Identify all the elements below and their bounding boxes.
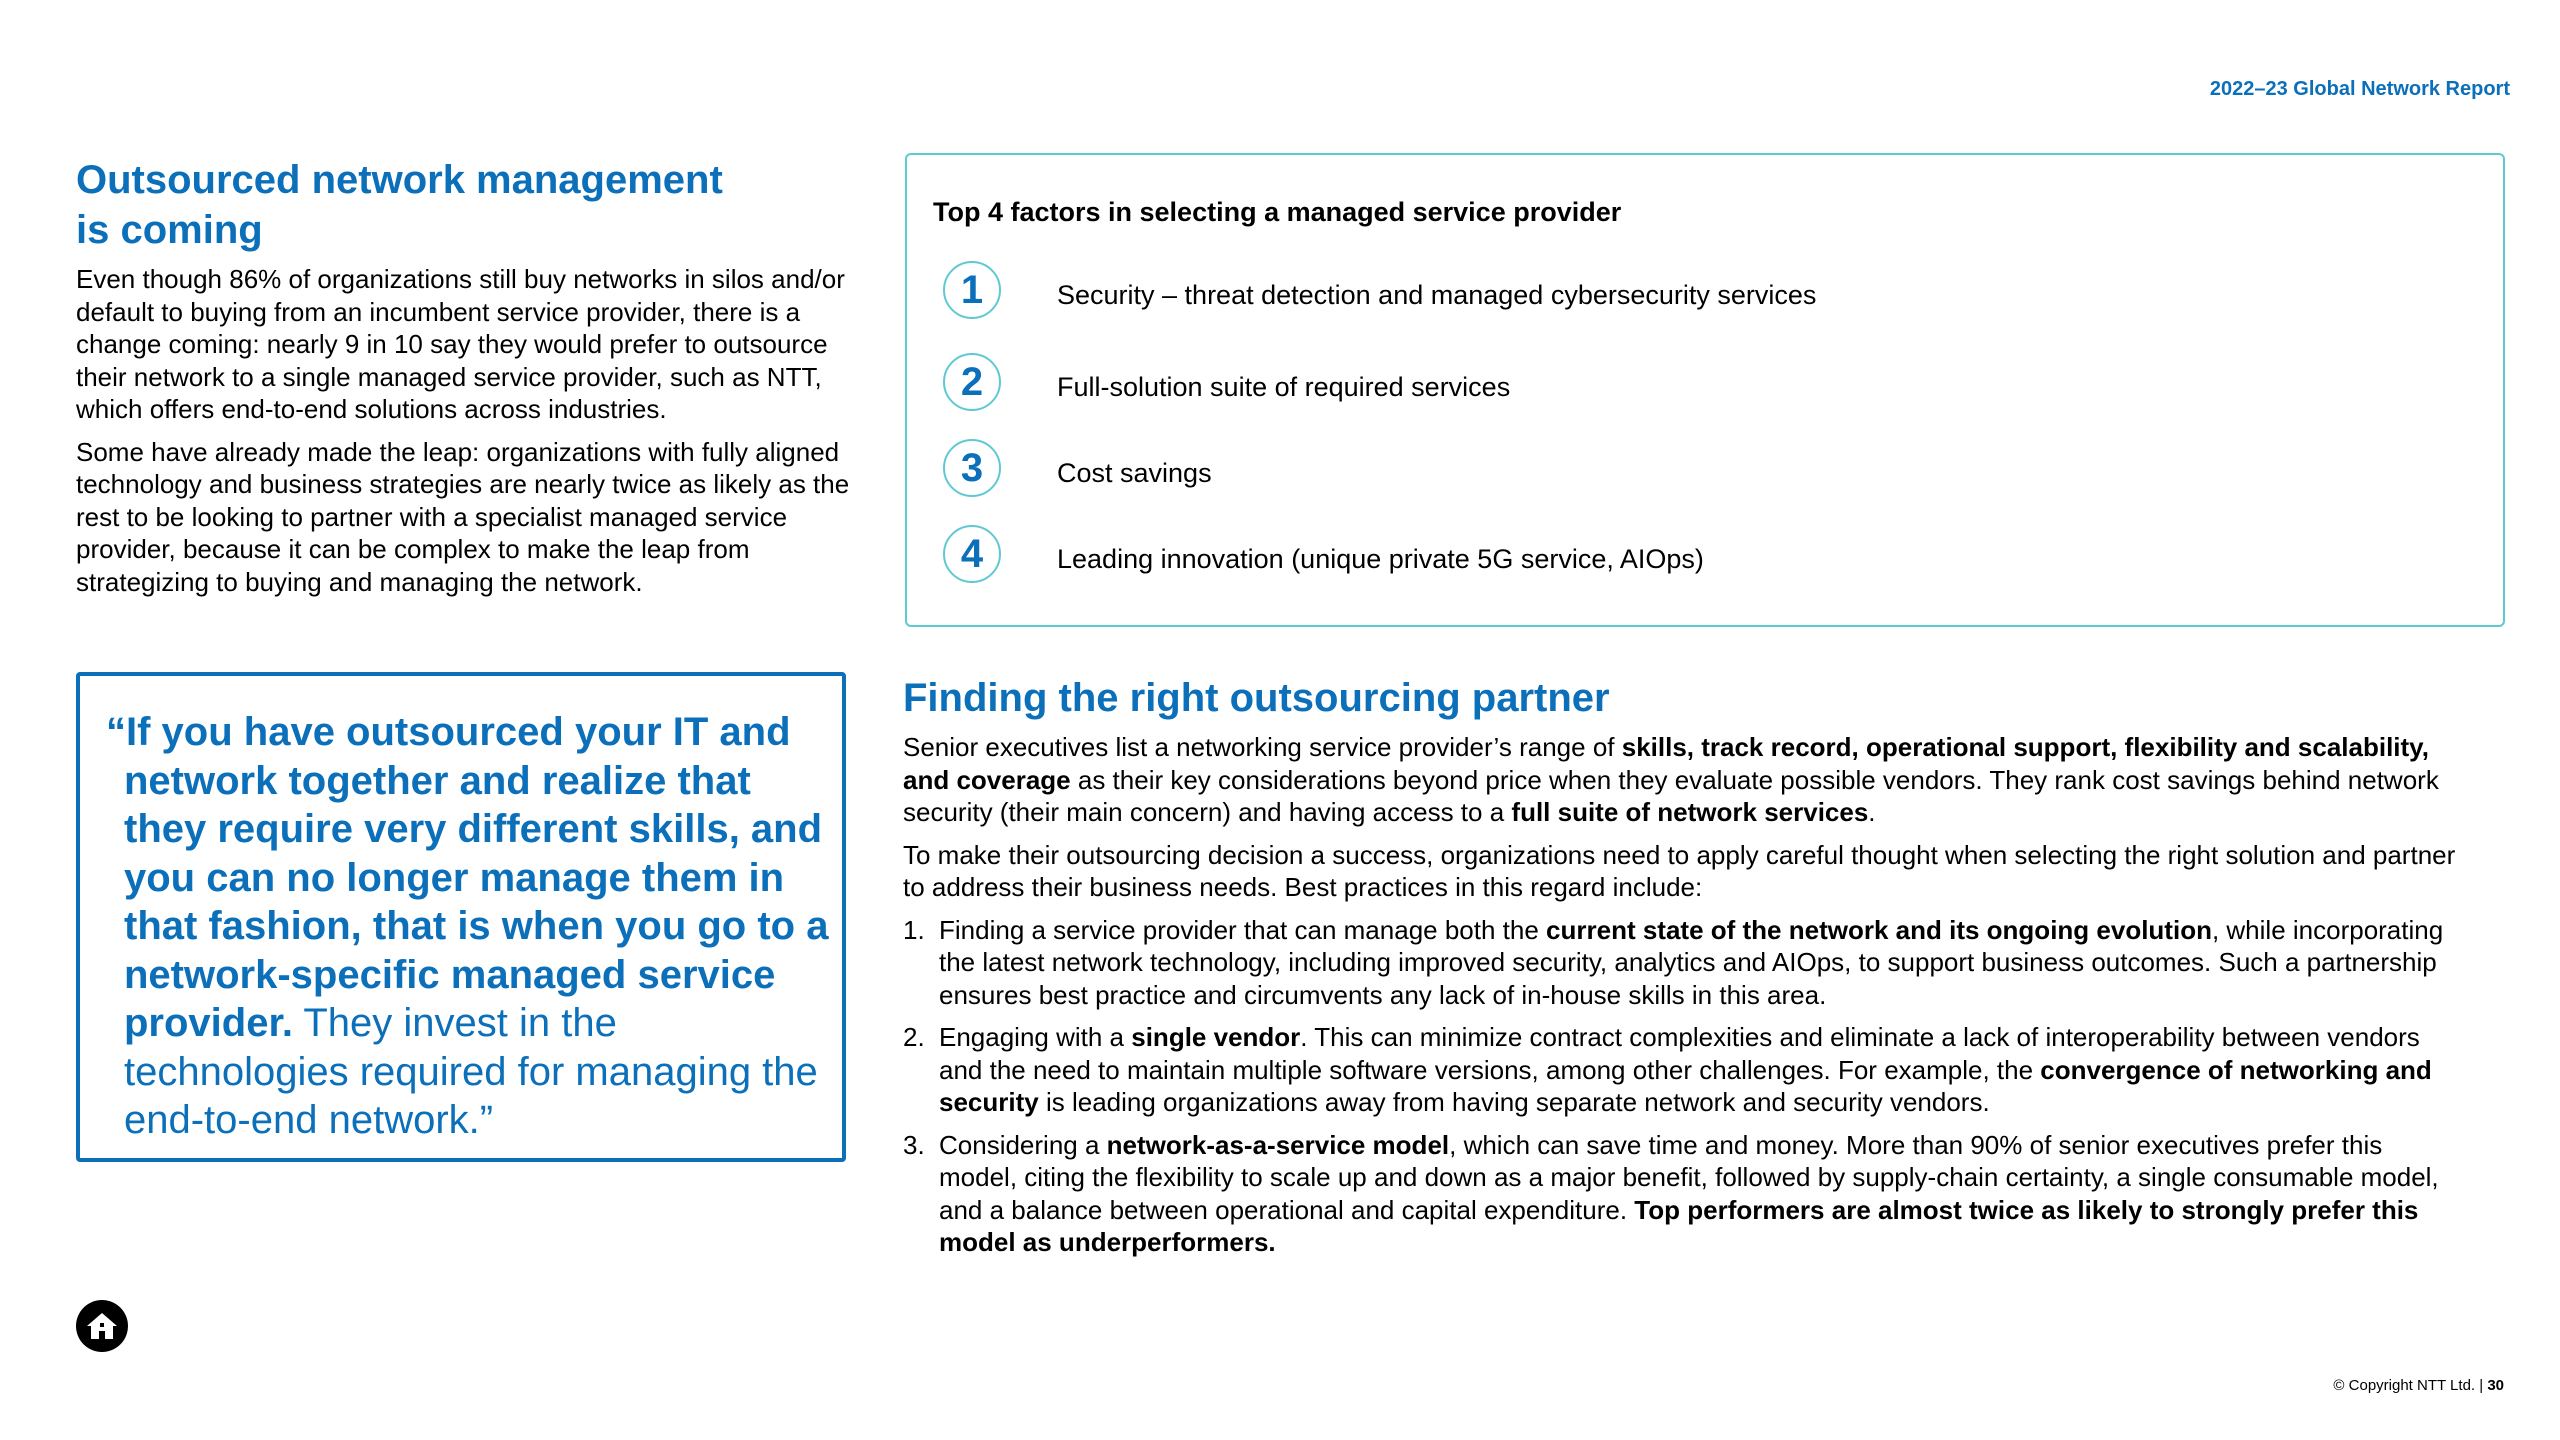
factor-item-2 bbox=[943, 351, 1510, 413]
best-practices-list bbox=[903, 914, 2463, 1259]
list-text: Finding a service provider that can manage both the bbox=[939, 914, 1547, 945]
list-bold: single vendor bbox=[1131, 1022, 1301, 1052]
page-number: 30 bbox=[2487, 1377, 2504, 1394]
home-icon bbox=[85, 1311, 119, 1341]
list-number: 2. bbox=[903, 1022, 925, 1052]
right-body bbox=[903, 731, 2463, 1269]
factor-item-1 bbox=[943, 259, 1816, 321]
p1-text-e: . bbox=[1868, 797, 1876, 827]
quote-text bbox=[106, 708, 844, 1145]
list-bold: network-as-a-service model bbox=[1106, 1129, 1450, 1160]
list-item bbox=[903, 1129, 2463, 1259]
list-number: 1. bbox=[903, 914, 925, 945]
left-title-line2: is coming bbox=[76, 208, 263, 252]
factor-text-3: Cost savings bbox=[1057, 457, 1212, 488]
left-title-line1: Outsourced network management bbox=[76, 158, 723, 202]
quote-regular-part: They invest in the technologies required for managing the end-to-end network.” bbox=[124, 1001, 818, 1142]
left-body bbox=[76, 263, 856, 608]
quote-box bbox=[76, 672, 846, 1162]
copyright-text: © Copyright NTT Ltd. | bbox=[2333, 1377, 2488, 1394]
factor-number-2: 2 bbox=[943, 353, 1001, 411]
footer bbox=[2333, 1377, 2504, 1394]
factor-text-1: Security – threat detection and managed cybersecurity services bbox=[1057, 279, 1817, 310]
p1-bold-b: skills, track record, operational support, flexibility and scalability, and coverage bbox=[903, 732, 2429, 795]
quote-bold-part: “If you have outsourced your IT and network together and realize that they require very different skills, and you can no longer manage them in that fashion, that is when you go to a network-specific managed service provider. bbox=[106, 710, 829, 1045]
list-text: . This can minimize contract complexities and eliminate a lack of interoperability between vendors and the need to maintain multiple software versions, among other challenges. For example, the bbox=[939, 1022, 2420, 1085]
factor-item-4 bbox=[943, 523, 1704, 585]
factor-number-4: 4 bbox=[943, 525, 1001, 583]
list-text: , which can save time and money. More than 90% of senior executives prefer this model, citing the flexibility to scale up and down as a major benefit, followed by supply-chain certainty, a single consumable model, and a balance between operational and capital expenditure. bbox=[939, 1129, 2439, 1225]
factor-item-3 bbox=[943, 437, 1212, 499]
list-text: is leading organizations away from having separate network and security vendors. bbox=[1038, 1087, 1990, 1117]
p1-bold-d: full suite of network services bbox=[1511, 797, 1869, 827]
p1-text-a: Senior executives list a networking service provider’s range of bbox=[903, 732, 1622, 762]
list-number: 3. bbox=[903, 1129, 925, 1160]
factor-text-2: Full-solution suite of required services bbox=[1057, 371, 1511, 402]
factors-box bbox=[905, 153, 2505, 627]
right-section-title: Finding the right outsourcing partner bbox=[903, 676, 1610, 720]
left-paragraph-2: Some have already made the leap: organizations with fully aligned technology and business strategies are nearly twice as likely as the rest to be looking to partner with a specialist managed service provider, because it can be complex to make the leap from strategizing to buying and managing the network. bbox=[76, 436, 850, 597]
right-paragraph-2: To make their outsourcing decision a success, organizations need to apply careful thought when selecting the right solution and partner to address their business needs. Best practices in this regard include: bbox=[903, 839, 2456, 902]
factors-title: Top 4 factors in selecting a managed service provider bbox=[933, 197, 1622, 227]
left-section-title bbox=[76, 155, 836, 255]
left-paragraph-1: Even though 86% of organizations still buy networks in silos and/or default to buying from an incumbent service provider, there is a change coming: nearly 9 in 10 say they would prefer to outsource their network to a single managed service provider, such as NTT, which offers end-to-end solutions across industries. bbox=[76, 264, 845, 424]
home-button[interactable] bbox=[76, 1300, 128, 1352]
factor-number-3: 3 bbox=[943, 439, 1001, 497]
list-item bbox=[903, 914, 2463, 1012]
list-text: , while incorporating the latest network technology, including improved security, analytics and AIOps, to support business outcomes. Such a partnership ensures best practice and circumvents any lack of in-house skills in this area. bbox=[939, 914, 2444, 1010]
list-text: Considering a bbox=[939, 1129, 1107, 1160]
list-bold: convergence of networking and security bbox=[939, 1054, 2432, 1117]
list-bold: Top performers are almost twice as likely to strongly prefer this model as underperformers. bbox=[939, 1194, 2419, 1257]
p1-text-c: as their key considerations beyond price when they evaluate possible vendors. They rank cost savings behind network security (their main concern) and having access to a bbox=[903, 764, 2439, 827]
report-title: 2022–23 Global Network Report bbox=[2209, 78, 2510, 100]
list-bold: current state of the network and its ongoing evolution bbox=[1546, 914, 2212, 945]
list-item bbox=[903, 1021, 2463, 1119]
right-paragraph-1 bbox=[903, 731, 2463, 829]
factor-text-4: Leading innovation (unique private 5G service, AIOps) bbox=[1057, 543, 1704, 574]
list-text: Engaging with a bbox=[939, 1022, 1132, 1052]
factor-number-1: 1 bbox=[943, 261, 1001, 319]
